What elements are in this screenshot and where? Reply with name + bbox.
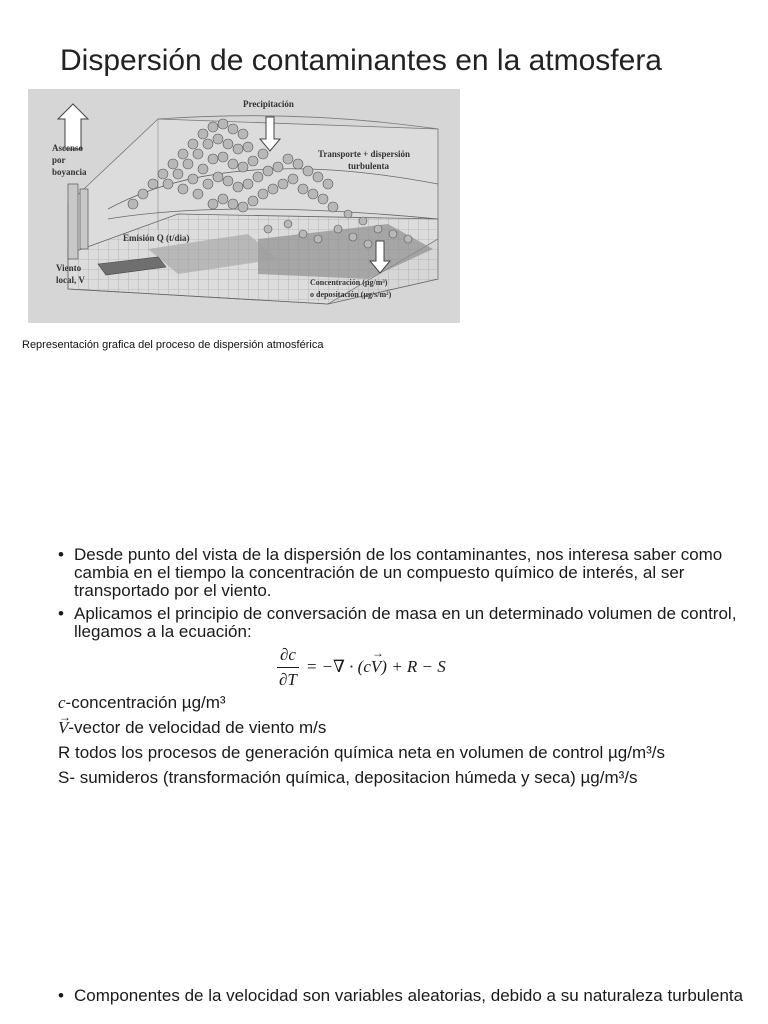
definition-r: R todos los procesos de generación química neta en volumen de control µg/m³/s [58, 743, 666, 762]
definition-text: -vector de velocidad de viento m/s [68, 718, 327, 737]
equation-fraction [276, 645, 300, 690]
definition-c [58, 694, 738, 712]
mass-conservation-equation [276, 642, 446, 692]
label-transporte: turbulenta [348, 161, 390, 171]
bullet-item: • Aplicamos el principio de conversación de masa en un determinado volumen de control, llegamos a la ecuación: [58, 605, 748, 641]
definition-text: -concentración µg/m³ [65, 693, 226, 712]
bullet-item: • Desde punto del vista de la dispersión de los contaminantes, nos interesa saber como cambia en el tiempo la concentración de un compuesto químico de interés, al ser transportado por el viento. [58, 546, 748, 600]
label-concentracion: Concentración (µg/m³) [310, 278, 388, 287]
bottom-bullet-list [58, 986, 748, 1005]
label-transporte: Transporte + dispersión [318, 149, 410, 159]
label-viento: local, V [56, 275, 85, 285]
label-ascenso: boyancia [52, 167, 87, 177]
label-ascenso: Ascenso [52, 143, 83, 153]
equation-denominator: ∂T [279, 669, 297, 689]
dispersion-diagram-svg [28, 89, 460, 323]
definition-symbol: c [58, 693, 66, 712]
definition-symbol: → V [58, 719, 68, 737]
figure-caption: Representación grafica del proceso de dispersión atmosférica [22, 339, 324, 351]
equation-rhs: ) + R − S [381, 657, 446, 676]
label-precipitacion: Precipitación [243, 99, 294, 109]
label-emision: Emisión Q (t/dia) [123, 233, 190, 243]
definition-v [58, 719, 738, 737]
bullet-list [58, 546, 748, 646]
chimney [68, 184, 78, 259]
dispersion-diagram [28, 89, 460, 323]
equation-rhs: = −∇ · (c [305, 657, 371, 676]
label-viento: Viento [56, 263, 82, 273]
equation-numerator: ∂c [277, 645, 299, 668]
definitions [58, 694, 738, 794]
label-ascenso: por [52, 155, 66, 165]
bullet-item: • Componentes de la velocidad son variables aleatorias, debido a su naturaleza turbulenta [58, 986, 748, 1005]
equation-vector: → V [371, 657, 381, 677]
label-concentracion: o depositación (µg/s/m²) [310, 290, 392, 299]
definition-s: S- sumideros (transformación química, depositacion húmeda y seca) µg/m³/s [58, 768, 638, 787]
slide-title: Dispersión de contaminantes en la atmosfera [60, 44, 662, 77]
